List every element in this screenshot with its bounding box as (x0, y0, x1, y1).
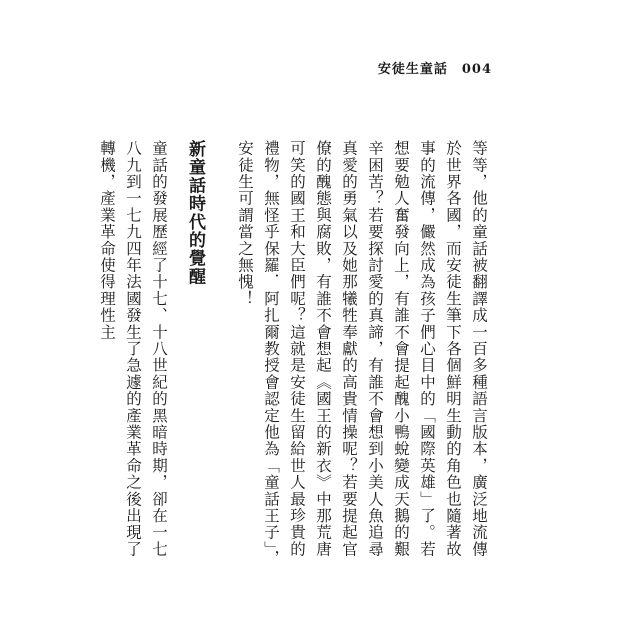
paragraph: 童話的發展歷經了十七、十八世紀的黑暗時期，卻在一七八九到一七九四年法國發生了急遽的產業革命之後出現了轉機，產業革命使得理性主 (98, 140, 168, 558)
vertical-text-body (98, 140, 492, 570)
book-title: 安徒生童話 (377, 62, 448, 77)
paragraph: 等等，他的童話被翻譯成一百多種語言版本，廣泛地流傳於世界各國，而安徒生筆下各個鮮明生動的角色也隨著故事的流傳，儼然成為孩子們心目中的「國際英雄」了。若想要勉人奮發向上，有誰不會提起醜小鴨蛻變成天鵝的艱辛困苦？若要探討愛的真諦，有誰不會想到小美人魚追尋真愛的勇氣以及她那犧牲奉獻的高貴情操呢？若要提起官僚的醜態與腐敗，有誰不會想起《國王的新衣》中那荒唐可笑的國王和大臣們呢？這就是安徒生留給世人最珍貴的禮物，無怪乎保羅．阿扎爾教授會認定他為「童話王子」，安徒生可謂當之無愧！ (236, 140, 488, 567)
running-header (364, 58, 492, 77)
section-heading: 新童話時代的覺醒 (185, 140, 205, 286)
page-number: 004 (461, 62, 492, 77)
